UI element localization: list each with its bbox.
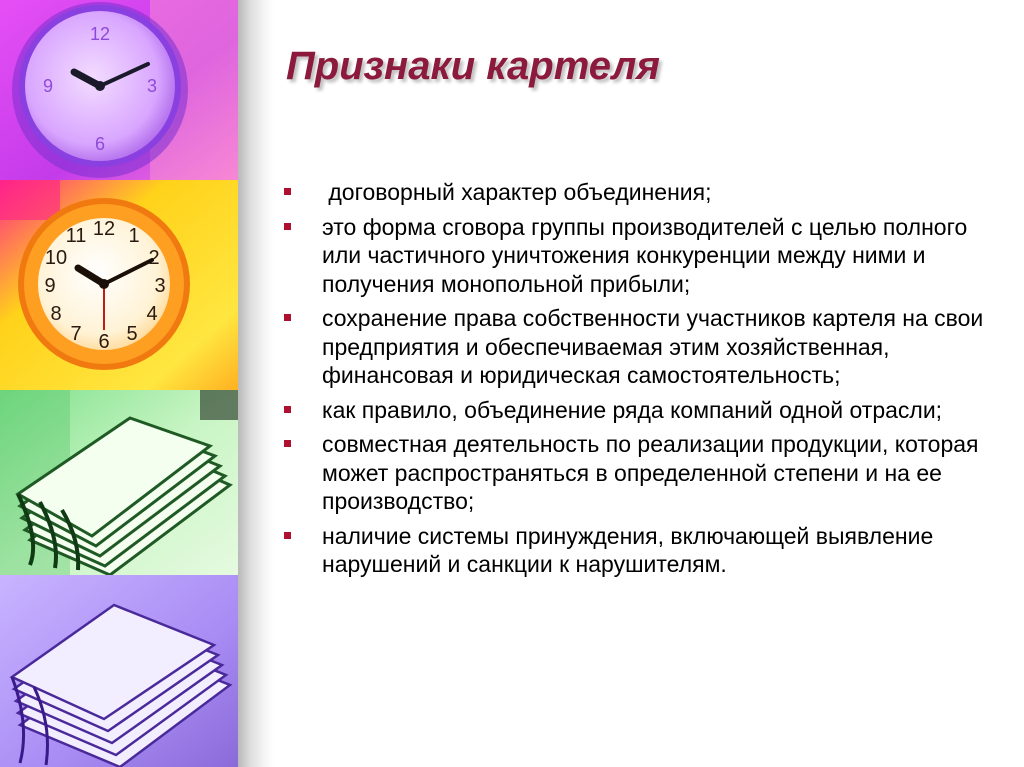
lavender-papers-panel <box>0 575 240 767</box>
svg-text:9: 9 <box>44 275 56 297</box>
square-bullet-icon <box>284 532 291 539</box>
svg-text:10: 10 <box>44 247 68 269</box>
orange-clock-panel <box>0 180 240 390</box>
svg-text:4: 4 <box>146 303 158 325</box>
list-item <box>282 522 1002 579</box>
bullet-text: совместная деятельность по реализации продукции, которая может распространяться в определенной степени и на ее производство; <box>322 431 979 514</box>
svg-text:7: 7 <box>70 323 82 345</box>
svg-text:6: 6 <box>94 134 106 154</box>
bullet-text: наличие системы принуждения, включающей выявление нарушений и санкции к нарушителям. <box>322 522 934 577</box>
svg-text:6: 6 <box>98 331 110 353</box>
papers-icon <box>0 575 240 767</box>
papers-icon <box>0 390 240 575</box>
svg-text:9: 9 <box>42 76 54 96</box>
svg-text:12: 12 <box>92 218 116 240</box>
slide-title: Признаки картеля <box>286 44 660 88</box>
square-bullet-icon <box>284 406 291 413</box>
svg-text:1: 1 <box>128 225 140 247</box>
purple-clock-panel <box>0 0 240 180</box>
bullet-text: как правило, объединение ряда компаний одной отрасли; <box>322 396 943 423</box>
svg-text:3: 3 <box>154 275 166 297</box>
bullet-text: договорный характер объединения; <box>322 179 712 205</box>
svg-text:12: 12 <box>89 24 111 44</box>
svg-text:5: 5 <box>126 323 138 345</box>
bullet-list <box>282 178 1002 585</box>
clock-icon <box>0 180 240 390</box>
list-item <box>282 178 1002 207</box>
bullet-text: это форма сговора группы производителей с целью полного или частичного уничтожения конкуренции между ними и получения монопольной прибыли; <box>322 213 968 297</box>
list-item <box>282 304 1002 390</box>
svg-text:2: 2 <box>148 247 160 269</box>
square-bullet-icon <box>284 314 291 321</box>
clock-icon <box>0 0 240 180</box>
list-item <box>282 213 1002 299</box>
list-item <box>282 430 1002 516</box>
panel-edge-shadow <box>238 0 274 767</box>
bullet-text: сохранение права собственности участников картеля на свои предприятия и обеспечиваемая этим хозяйственная, финансовая и юридическая самостоятельность; <box>322 305 984 388</box>
list-item <box>282 396 1002 425</box>
svg-text:3: 3 <box>146 76 158 96</box>
square-bullet-icon <box>284 188 291 195</box>
svg-text:8: 8 <box>50 303 62 325</box>
square-bullet-icon <box>284 440 291 447</box>
square-bullet-icon <box>284 223 291 230</box>
green-papers-panel <box>0 390 240 575</box>
svg-text:11: 11 <box>65 225 87 247</box>
decorative-image-strip <box>0 0 240 767</box>
